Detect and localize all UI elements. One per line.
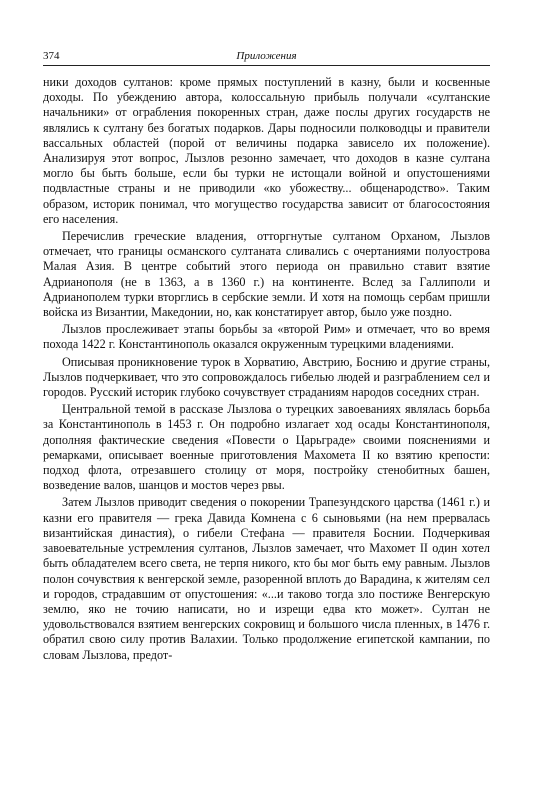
header-rule [43,65,490,66]
body-text [43,75,490,665]
paragraph: Описывая проникновение турок в Хорватию, Австрию, Боснию и другие страны, Лызлов подчеркивает, что это сопровождалось гибелью людей и разграблением сел и городов. Русский историк глубоко сочувствует страданиям народов соседних стран. [43,354,490,400]
section-title: Приложения [236,50,297,62]
page-number: 374 [43,50,60,62]
paragraph: Затем Лызлов приводит сведения о покорении Трапезундского царства (1461 г.) и казни его правителя — грека Давида Комнена с 6 сыновьями (на нем прервалась византийская династия), о гибели Стефана — правителя Боснии. Подчеркивая завоевательные устремления султанов, Лызлов замечает, что Махомет II один хотел быть обладателем всего света, не терпя никого, кто бы мог быть ему равным. Лызлов полон сочувствия к венгерской земле, разоренной вплоть до Варадина, к жителям сел и городов, страдавшим от опустошения: «...и таково тогда зло постиже Венгерскую землю, яко не точию написати, но и изрещи едва кто может». Султан не удовольствовался взятием венгерских сокровищ и большого числа пленных, в 1476 г. обратил свою силу против Валахии. Только продолжение египетской кампании, по словам Лызлова, предот- [43,495,490,662]
book-page [43,48,490,662]
paragraph: Лызлов прослеживает этапы борьбы за «второй Рим» и отмечает, что во время похода 1422 г. Константинополь оказался окруженным турецкими владениями. [43,322,490,352]
running-header [43,48,490,64]
paragraph: Центральной темой в рассказе Лызлова о турецких завоеваниях являлась борьба за Константинополь в 1453 г. Он подробно излагает ход осады Константинополя, дополняя фактические сведения «Повести о Царьграде» своими пояснениями и ремарками, описывает военные приготовления Махомета II ко взятию крепости: подход флота, отрезавшего столицу от моря, постройку стенобитных башен, возведение валов, шанцов и мостов через рвы. [43,402,490,493]
paragraph: ники доходов султанов: кроме прямых поступлений в казну, были и косвенные доходы. По убеждению автора, колоссальную прибыль получали «султанские начальники» от ограбления покоренных стран, даже послы других государств не являлись к султану без богатых подарков. Дары подносили полководцы и правители вассальных областей (порой от величины подарка зависело их положение). Анализируя этот вопрос, Лызлов резонно замечает, что доходов в казне султана могло бы быть больше, если бы турки не истощали войной и опустошениями подвластные страны и не приводили «ко убожеству... общенародство». Таким образом, историк понимал, что могущество государства зависит от благосостояния его населения. [43,75,490,226]
paragraph: Перечислив греческие владения, отторгнутые султаном Орханом, Лызлов отмечает, что границы османского султаната сливались с очертаниями полуострова Малая Азия. В центре событий этого периода он правильно ставит взятие Адрианополя (не в 1363, а в 1360 г.) на континенте. Вслед за Галлиполи и Адрианополем турки вторглись в сербские земли. И хотя на помощь сербам пришли войска из Византии, Македонии, но, как констатирует автор, было уже поздно. [43,229,490,320]
